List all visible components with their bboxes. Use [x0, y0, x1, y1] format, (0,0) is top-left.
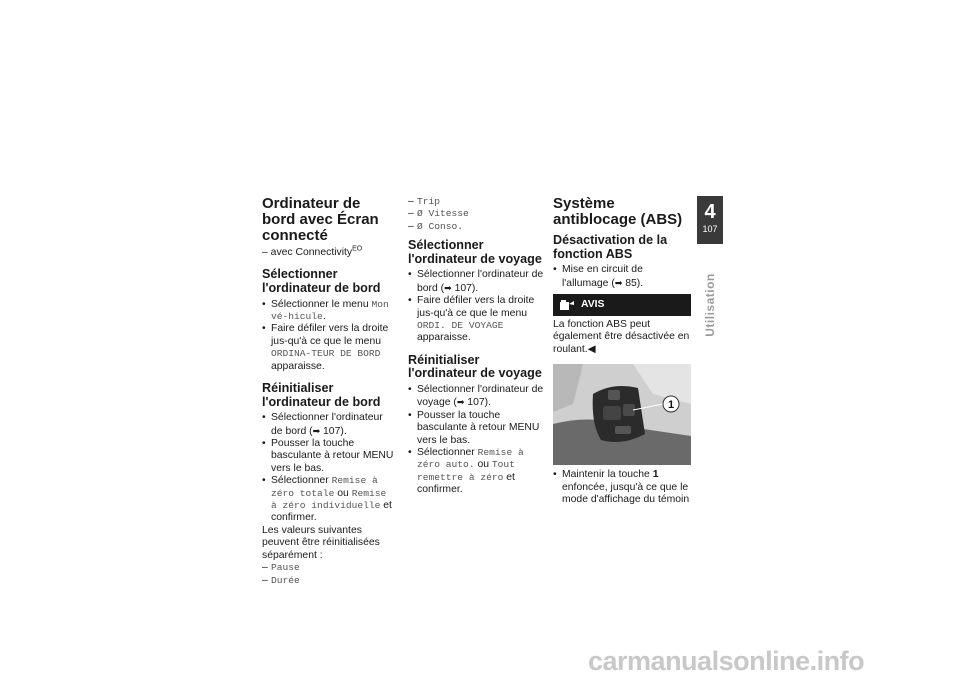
- connectivity-note: [262, 247, 397, 259]
- dash-item: – Trip: [408, 196, 546, 208]
- list-item: • Sélectionner l'ordinateur de bord (➡ 107).: [262, 412, 397, 438]
- hand-note-icon: [553, 299, 581, 311]
- menu-code: Mon vé-hicule: [271, 298, 389, 322]
- list-item: • Faire défiler vers la droite jus-qu'à ce que le menu ORDINA-TEUR DE BORD apparaisse.: [262, 323, 397, 373]
- page-ref-arrow-icon: ➡: [614, 277, 623, 288]
- dash-item: – Pause: [262, 562, 397, 574]
- section-label: Utilisation: [703, 273, 717, 337]
- column-2: [408, 196, 546, 497]
- chapter-tab: [697, 196, 723, 244]
- avis-banner: [553, 294, 691, 316]
- list-item: • Pousser la touche basculante à retour MENU vers le bas.: [262, 438, 397, 475]
- section-label-vertical: [703, 262, 717, 352]
- avis-label: AVIS: [581, 298, 605, 310]
- column-1: [262, 196, 397, 587]
- list-item: • Sélectionner l'ordinateur de bord (➡ 107).: [408, 269, 546, 295]
- list-item: • Sélectionner Remise à zéro auto. ou Tout remettre à zéro et confirmer.: [408, 447, 546, 497]
- list-item: • Sélectionner Remise à zéro totale ou Remise à zéro individuelle et confirmer.: [262, 475, 397, 525]
- list-item: • Mise en circuit de l'allumage (➡ 85).: [553, 264, 691, 290]
- page-ref-arrow-icon: ➡: [312, 425, 321, 436]
- page-ref-arrow-icon: ➡: [444, 282, 452, 293]
- heading-reset-trip: Réinitialiser l'ordinateur de voyage: [408, 352, 542, 381]
- watermark: carmanualsonline.info: [588, 646, 865, 676]
- chapter-number: 4: [704, 201, 716, 223]
- heading-ordinateur-de-bord: Ordinateur de bord avec Écran connecté: [262, 195, 379, 244]
- heading-select-computer: Sélectionner l'ordinateur de bord: [262, 267, 381, 295]
- list-item: • Maintenir la touche 1 enfoncée, jusqu'à ce que le mode d'affichage du témoin: [553, 469, 691, 506]
- connectivity-sup: EO: [352, 245, 363, 253]
- reset-note: Les valeurs suivantes peuvent être réinitialisées séparément :: [262, 524, 380, 561]
- end-mark-icon: ◀: [587, 343, 596, 355]
- avis-text: La fonction ABS peut également être désactivée en roulant.◀: [553, 319, 690, 355]
- heading-abs: Système antiblocage (ABS): [553, 195, 683, 228]
- connectivity-text: – avec Connectivity: [262, 247, 353, 258]
- heading-select-trip: Sélectionner l'ordinateur de voyage: [408, 238, 542, 266]
- list-item: • Pousser la touche basculante à retour MENU vers le bas.: [408, 410, 546, 447]
- heading-disable-abs: Désactivation de la fonction ABS: [553, 233, 668, 261]
- menu-code: ORDINA-TEUR DE BORD: [271, 348, 381, 360]
- handlebar-switch-photo: [553, 364, 691, 465]
- list-item: • Sélectionner l'ordinateur de voyage (➡ 107).: [408, 384, 546, 410]
- callout-1-label: 1: [667, 399, 675, 412]
- column-3: [553, 196, 691, 506]
- list-item: • Sélectionner le menu Mon vé-hicule.: [262, 299, 397, 324]
- page-ref-arrow-icon: ➡: [456, 397, 465, 408]
- dash-item: – Ø Vitesse: [408, 208, 546, 220]
- page-number: 107: [702, 224, 718, 234]
- dash-item: – Ø Conso.: [408, 221, 546, 233]
- list-item: • Faire défiler vers la droite jus-qu'à ce que le menu ORDI. DE VOYAGE apparaisse.: [408, 295, 546, 345]
- dash-item: – Durée: [262, 575, 397, 587]
- heading-reset-computer: Réinitialiser l'ordinateur de bord: [262, 381, 381, 409]
